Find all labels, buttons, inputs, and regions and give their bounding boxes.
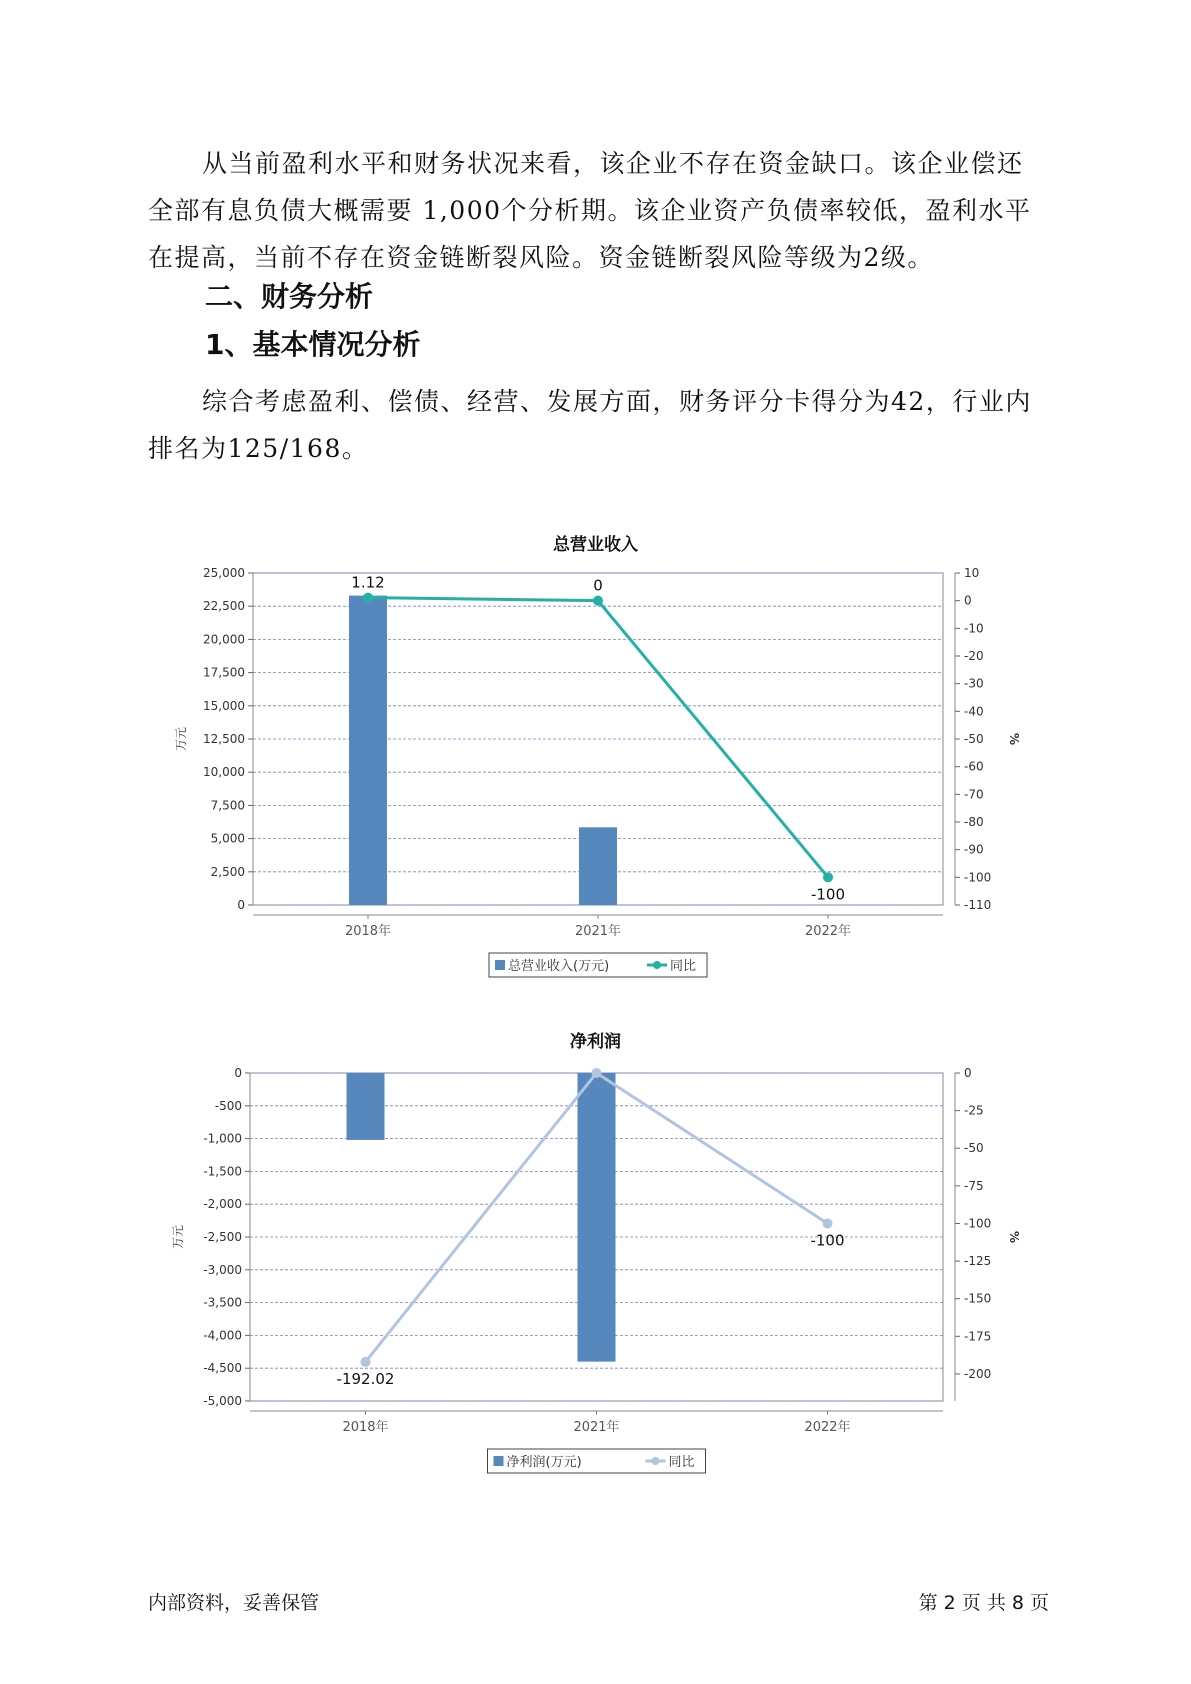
y2-tick-label: 0 bbox=[964, 1066, 972, 1080]
y2-tick-label: -125 bbox=[964, 1254, 992, 1269]
y-tick-label: -4,500 bbox=[203, 1361, 242, 1376]
x-tick-label: 2021年 bbox=[574, 924, 622, 939]
y2-tick-label: -100 bbox=[964, 1216, 992, 1231]
line-point bbox=[363, 593, 373, 603]
legend-bar-label: 净利润(万元) bbox=[506, 1455, 582, 1470]
y2-tick-label: -150 bbox=[964, 1291, 992, 1306]
data-label: -100 bbox=[810, 885, 846, 904]
data-label: 0 bbox=[593, 576, 603, 595]
y-tick-label: 5,000 bbox=[210, 831, 245, 846]
revenue-chart bbox=[0, 540, 1191, 980]
x-tick-label: 2018年 bbox=[342, 1420, 389, 1435]
line-point bbox=[593, 596, 603, 606]
footer-page-number: 第 2 页 共 8 页 bbox=[918, 1592, 1049, 1614]
subsection-heading-basic-analysis: 1、基本情况分析 bbox=[205, 328, 421, 361]
y-tick-label: 17,500 bbox=[203, 665, 245, 680]
net-profit-chart bbox=[0, 1040, 1191, 1480]
line-point bbox=[361, 1357, 371, 1367]
line-point bbox=[823, 1218, 833, 1228]
y2-tick-label: -40 bbox=[964, 704, 984, 719]
legend-line-marker bbox=[653, 961, 661, 969]
y2-tick-label: -70 bbox=[964, 787, 984, 802]
chart-title-net-profit: 净利润 bbox=[570, 1032, 621, 1052]
legend-bar-swatch bbox=[495, 960, 505, 970]
y2-tick-label: -10 bbox=[964, 621, 984, 636]
y-tick-label: 2,500 bbox=[210, 864, 245, 879]
legend-line-label: 同比 bbox=[670, 959, 697, 974]
y2-tick-label: -175 bbox=[964, 1329, 992, 1344]
y-tick-label: 7,500 bbox=[210, 798, 245, 813]
y-tick-label: -3,500 bbox=[203, 1295, 242, 1310]
y2-tick-label: -110 bbox=[964, 898, 992, 912]
y2-tick-label: -75 bbox=[964, 1178, 984, 1193]
legend-bar-swatch bbox=[494, 1456, 504, 1466]
y2-tick-label: -50 bbox=[964, 1141, 984, 1156]
y2-tick-label: 0 bbox=[964, 593, 972, 608]
bar bbox=[579, 827, 617, 905]
bar bbox=[347, 1073, 385, 1140]
data-label: -100 bbox=[810, 1231, 845, 1250]
y-tick-label: 10,000 bbox=[203, 765, 245, 780]
y2-tick-label: -20 bbox=[964, 649, 984, 663]
data-label: -192.02 bbox=[336, 1369, 395, 1388]
y2-axis-label: % bbox=[1007, 1230, 1021, 1244]
y2-tick-label: -50 bbox=[964, 732, 984, 746]
summary-paragraph: 从当前盈利水平和财务状况来看，该企业不存在资金缺口。该企业偿还全部有息负债大概需要 1,000个分析期。该企业资产负债率较低，盈利水平在提高，当前不存在资金链断裂风险。资金链断裂风险等级为2级。 bbox=[148, 149, 1032, 272]
y-tick-label: 0 bbox=[234, 1066, 242, 1080]
y-axis-label: 万元 bbox=[171, 1224, 185, 1250]
y2-tick-label: -100 bbox=[964, 870, 992, 885]
footer-confidential-note: 内部资料，妥善保管 bbox=[148, 1592, 320, 1614]
legend-line-label: 同比 bbox=[668, 1455, 695, 1470]
line-point bbox=[823, 872, 833, 882]
bar bbox=[349, 596, 387, 905]
y2-axis-label: % bbox=[1007, 732, 1021, 746]
y-tick-label: -3,000 bbox=[203, 1262, 242, 1277]
y-tick-label: -500 bbox=[214, 1098, 242, 1113]
y-tick-label: 25,000 bbox=[203, 566, 245, 580]
section-heading-financial-analysis: 二、财务分析 bbox=[205, 280, 374, 313]
y2-tick-label: -30 bbox=[964, 676, 984, 691]
y2-tick-label: -200 bbox=[964, 1366, 992, 1381]
y-tick-label: 12,500 bbox=[203, 732, 245, 746]
data-label: 1.12 bbox=[351, 573, 385, 592]
x-tick-label: 2021年 bbox=[573, 1420, 620, 1435]
x-tick-label: 2018年 bbox=[344, 924, 392, 939]
x-tick-label: 2022年 bbox=[804, 1420, 851, 1435]
x-tick-label: 2022年 bbox=[804, 924, 852, 939]
bar bbox=[578, 1073, 616, 1362]
legend-line-marker bbox=[652, 1457, 660, 1465]
chart-title-revenue: 总营业收入 bbox=[553, 535, 638, 555]
y-tick-label: 22,500 bbox=[203, 599, 245, 614]
y-tick-label: 0 bbox=[237, 898, 245, 912]
y-tick-label: -4,000 bbox=[203, 1328, 242, 1343]
y-tick-label: -1,500 bbox=[203, 1164, 242, 1179]
y-tick-label: 20,000 bbox=[203, 632, 245, 647]
y2-tick-label: -80 bbox=[964, 815, 984, 829]
y-tick-label: -1,000 bbox=[203, 1131, 242, 1146]
y2-tick-label: 10 bbox=[964, 566, 980, 580]
y2-tick-label: -25 bbox=[964, 1103, 984, 1118]
legend-bar-label: 总营业收入(万元) bbox=[508, 959, 610, 974]
y-tick-label: -2,000 bbox=[203, 1197, 242, 1212]
y-tick-label: -2,500 bbox=[203, 1230, 242, 1244]
y2-tick-label: -90 bbox=[964, 842, 984, 857]
y-tick-label: -5,000 bbox=[203, 1394, 242, 1408]
y2-tick-label: -60 bbox=[964, 759, 984, 774]
line-point bbox=[592, 1068, 602, 1078]
score-paragraph: 综合考虑盈利、偿债、经营、发展方面，财务评分卡得分为42，行业内排名为125/168。 bbox=[148, 387, 1032, 463]
y-tick-label: 15,000 bbox=[203, 698, 245, 713]
y-axis-label: 万元 bbox=[174, 726, 188, 752]
